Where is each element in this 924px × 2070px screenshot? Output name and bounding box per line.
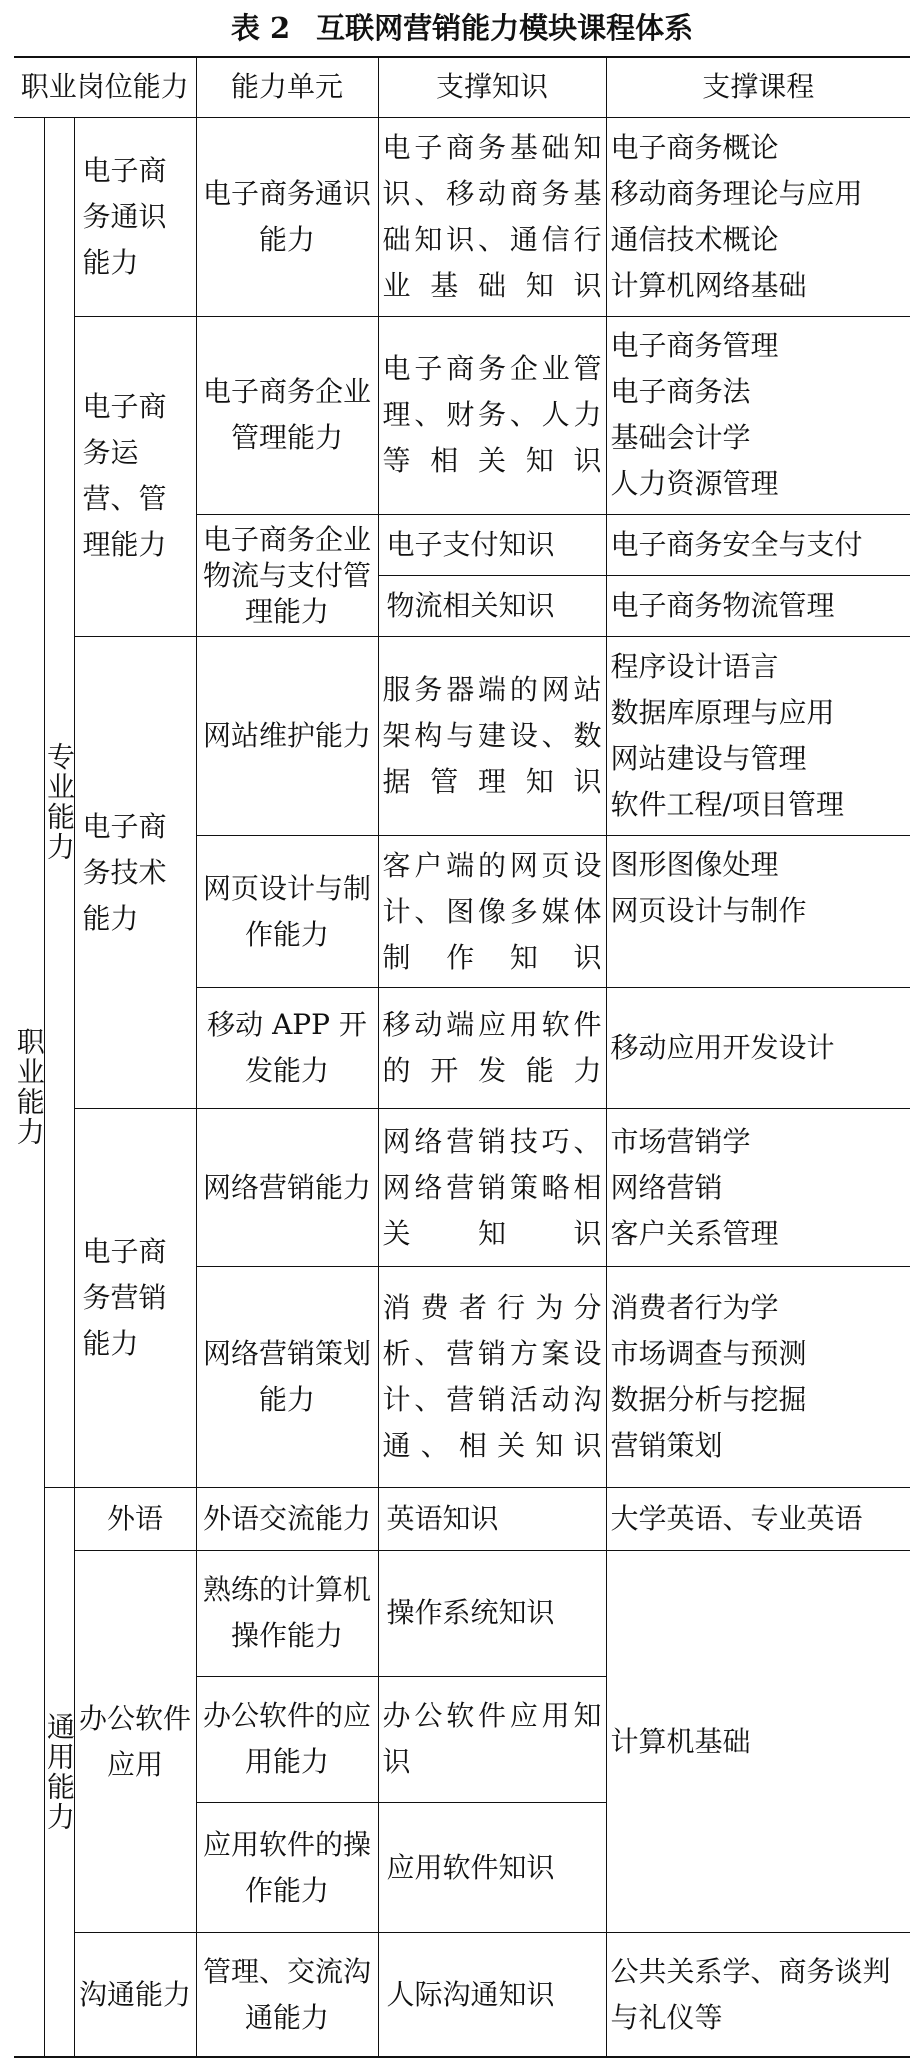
table-header-row [14,57,910,117]
unit-cell: 应用软件的操作能力 [196,1802,378,1932]
header-courses: 支撑课程 [606,57,910,117]
group-communication: 沟通能力 [74,1933,196,2057]
knowledge-cell: 应用软件知识 [378,1802,606,1932]
course-item: 营销策划 [610,1428,723,1462]
knowledge-cell: 英语知识 [378,1487,606,1550]
table-row [14,1487,910,1550]
vocational-ability-cell: 职业能力 [14,117,44,2057]
unit-cell: 电子商务企业物流与支付管理能力 [196,515,378,637]
course-item: 市场营销学 [610,1124,751,1158]
courses-cell [606,988,910,1109]
unit-cell: 网页设计与制作能力 [196,835,378,987]
course-item: 通信技术概论 [610,222,779,256]
course-item: 电子商务管理 [610,329,779,363]
course-item: 市场调查与预测 [610,1336,807,1370]
professional-ability-cell: 专业能力 [44,117,74,1487]
courses-cell [606,515,910,576]
courses-cell [606,637,910,836]
course-item: 电子商务物流管理 [610,589,835,623]
knowledge-cell: 消费者行为分析、营销方案设计、营销活动沟通、相关知识 [378,1266,606,1487]
course-item: 软件工程/项目管理 [610,788,844,822]
courses-cell [606,1266,910,1487]
general-ability-cell: 通用能力 [44,1487,74,2057]
course-item: 电子商务安全与支付 [610,528,863,562]
courses-cell [606,117,910,316]
knowledge-cell: 客户端的网页设计、图像多媒体制作知识 [378,835,606,987]
unit-cell: 办公软件的应用能力 [196,1676,378,1802]
course-item: 网站建设与管理 [610,742,807,776]
courses-cell [606,1487,910,1550]
course-item: 大学英语、专业英语 [610,1501,863,1535]
knowledge-cell: 电子商务企业管理、财务、人力等相关知识 [378,316,606,515]
course-item: 图形图像处理 [610,847,779,881]
knowledge-cell: 移动端应用软件的开发能力 [378,988,606,1109]
unit-cell: 网络营销策划能力 [196,1266,378,1487]
course-item: 数据分析与挖掘 [610,1382,807,1416]
course-item: 人力资源管理 [610,467,779,501]
knowledge-cell: 电子支付知识 [378,515,606,576]
unit-cell: 熟练的计算机操作能力 [196,1550,378,1676]
group-office-software: 办公软件应用 [74,1550,196,1933]
table-row [14,117,910,316]
course-item: 基础会计学 [610,421,751,455]
group-ecommerce-marketing: 电子商务营销能力 [74,1109,196,1487]
courses-cell [606,1550,910,1933]
knowledge-cell: 电子商务基础知识、移动商务基础知识、通信行业基础知识 [378,117,606,316]
unit-cell: 移动 APP 开发能力 [196,988,378,1109]
header-knowledge: 支撑知识 [378,57,606,117]
course-item: 计算机网络基础 [610,268,807,302]
knowledge-cell: 操作系统知识 [378,1550,606,1676]
course-item: 公共关系学、商务谈判与礼仪等 [610,1954,891,2034]
table-row [14,637,910,836]
course-item: 客户关系管理 [610,1216,779,1250]
group-ecommerce-operation: 电子商务运营、管理能力 [74,316,196,637]
group-ecommerce-technology: 电子商务技术能力 [74,637,196,1109]
knowledge-cell: 办公软件应用知识 [378,1676,606,1802]
table-row [14,316,910,515]
table-row [14,1933,910,2057]
course-item: 移动商务理论与应用 [610,176,863,210]
course-item: 移动应用开发设计 [610,1031,835,1065]
table-caption [0,6,924,50]
courses-cell [606,835,910,987]
table-title: 互联网营销能力模块课程体系 [316,11,694,45]
course-item: 网络营销 [610,1170,723,1204]
unit-cell: 电子商务企业管理能力 [196,316,378,515]
table-row [14,1109,910,1267]
course-item: 电子商务法 [610,375,751,409]
table-row [14,1550,910,1676]
course-item: 电子商务概论 [610,130,779,164]
group-ecommerce-general: 电子商务通识能力 [74,117,196,316]
course-item: 程序设计语言 [610,650,779,684]
knowledge-cell: 人际沟通知识 [378,1933,606,2057]
course-item: 计算机基础 [610,1724,751,1758]
unit-cell: 电子商务通识能力 [196,117,378,316]
courses-cell [606,576,910,637]
course-system-table [14,56,910,2058]
course-item: 消费者行为学 [610,1290,779,1324]
knowledge-cell: 物流相关知识 [378,576,606,637]
courses-cell [606,1933,910,2057]
table-number: 表 2 [230,11,291,45]
group-foreign-language: 外语 [74,1487,196,1550]
course-item: 数据库原理与应用 [610,696,835,730]
courses-cell [606,1109,910,1267]
course-item: 网页设计与制作 [610,893,807,927]
header-ability-unit: 能力单元 [196,57,378,117]
knowledge-cell: 服务器端的网站架构与建设、数据管理知识 [378,637,606,836]
unit-cell: 管理、交流沟通能力 [196,1933,378,2057]
knowledge-cell: 网络营销技巧、网络营销策略相关知识 [378,1109,606,1267]
courses-cell [606,316,910,515]
header-job-ability: 职业岗位能力 [14,57,196,117]
unit-cell: 网站维护能力 [196,637,378,836]
unit-cell: 外语交流能力 [196,1487,378,1550]
unit-cell: 网络营销能力 [196,1109,378,1267]
